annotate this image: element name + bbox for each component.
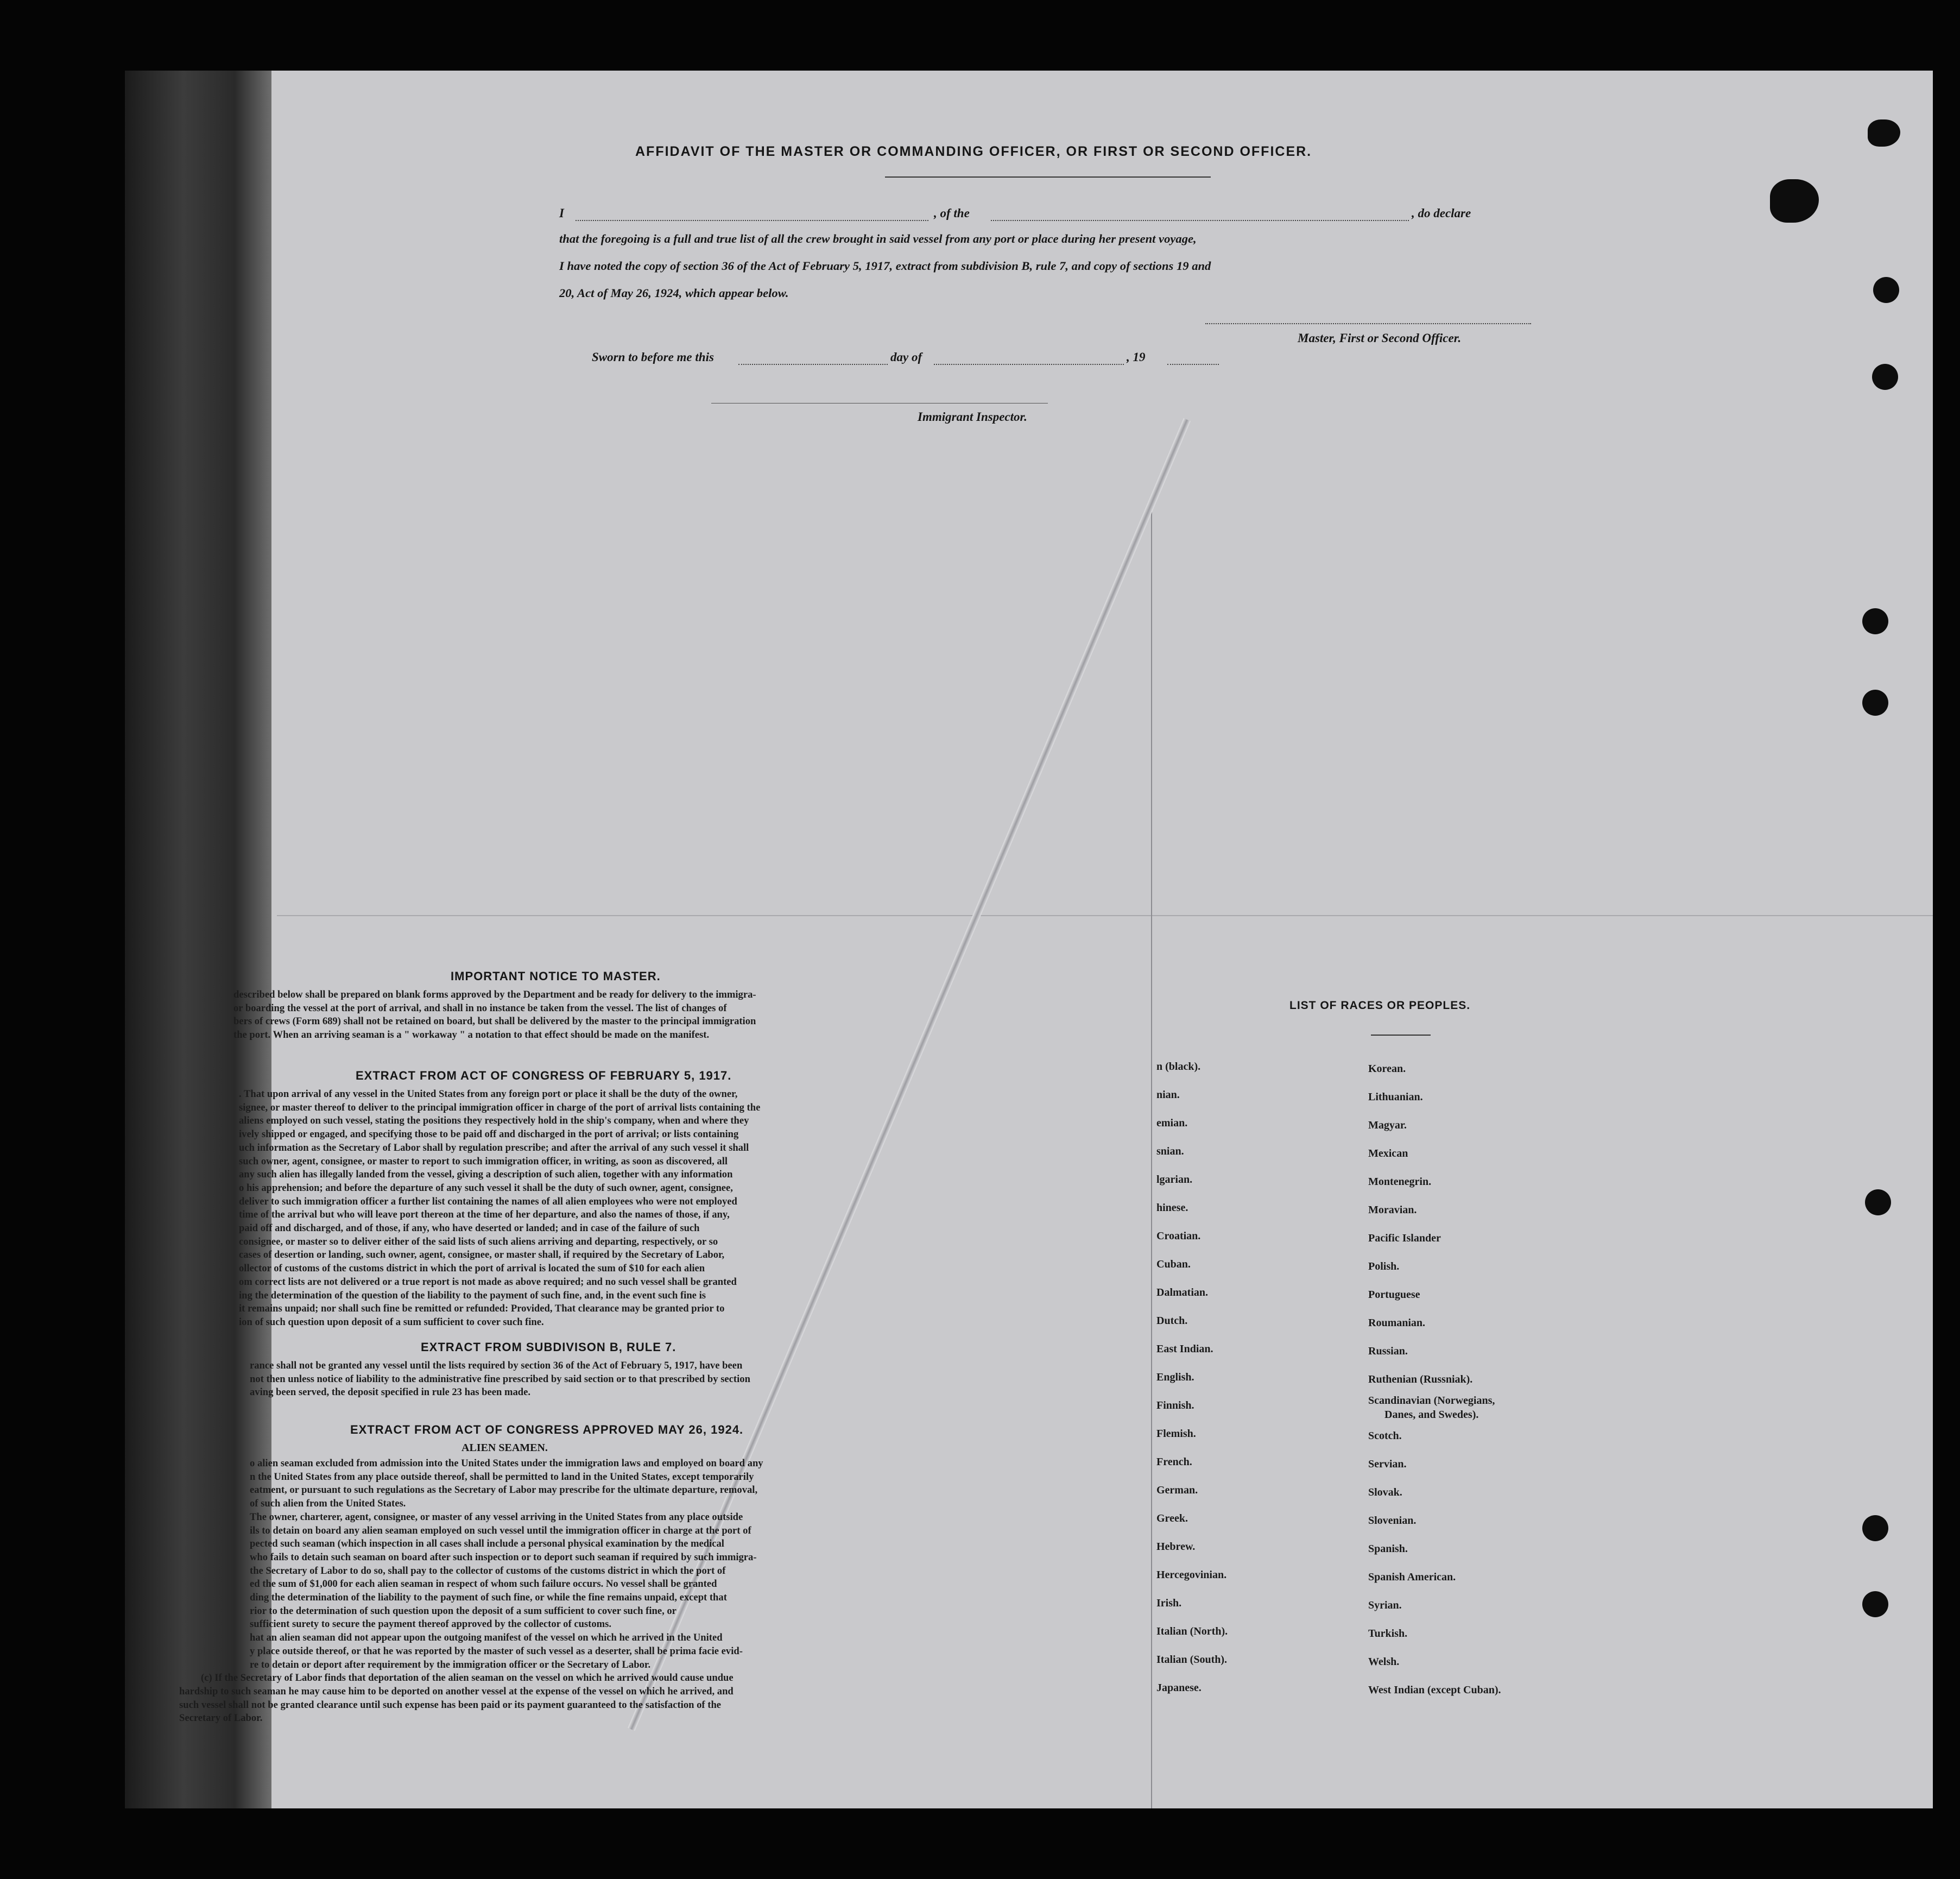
race-item: Magyar. (1368, 1119, 1407, 1131)
extract-1917-line: ing the determination of the question of the liability to the payment of such fine, and, in the event such fine is (239, 1289, 706, 1301)
extract-1917-line: o his apprehension; and before the departure of any such vessel it shall be the duty of such owner, agent, consignee, (239, 1182, 733, 1194)
punch-hole (1862, 1515, 1888, 1541)
extract-1917-line: ion of such question upon deposit of a sum sufficient to cover such fine. (239, 1316, 544, 1328)
title-underline (885, 176, 1211, 178)
race-item: Dutch. (1156, 1315, 1188, 1327)
races-left-column (1156, 1052, 1228, 1702)
affidavit-body-line: that the foregoing is a full and true list of all the crew brought in said vessel from any port or place during her present voyage, (559, 232, 1197, 245)
ink-blot (1770, 179, 1819, 223)
extract-1924-line: the Secretary of Labor to do so, shall pay to the collector of customs of the customs district in which the port of (250, 1565, 726, 1577)
punch-hole (1872, 364, 1898, 390)
race-item: hinese. (1156, 1202, 1188, 1214)
rule7-line: not then unless notice of liability to the administrative fine prescribed by said section or to that prescribed by section (250, 1373, 750, 1385)
extract-1924-line: re to detain or deport after requirement by the immigration officer or the Secretary of Labor. (250, 1659, 651, 1670)
extract-1924-line: such vessel shall not be granted clearance until such expense has been paid or its payment guaranteed to the satisfaction of the (179, 1699, 722, 1711)
rule7-line: aving been served, the deposit specified in rule 23 has been made. (250, 1386, 531, 1398)
race-item: Croatian. (1156, 1230, 1201, 1242)
extract-1924-line: hardship to such seaman he may cause him to be deported on another vessel at the expense of the vessel on which he arrived, and (179, 1685, 734, 1697)
punch-hole (1865, 1189, 1891, 1215)
race-item: Ruthenian (Russniak). (1368, 1373, 1473, 1385)
extract-1917-line: such owner, agent, consignee, or master to report to such immigration officer, in writing, as soon as discovered, all (239, 1155, 728, 1167)
race-item: West Indian (except Cuban). (1368, 1684, 1501, 1696)
race-item: Italian (North). (1156, 1625, 1228, 1637)
race-item: emian. (1156, 1117, 1188, 1129)
races-title-underline (1371, 1035, 1431, 1036)
notice-line: or boarding the vessel at the port of arrival, and shall in no instance be taken from the vessel. The list of changes of (233, 1002, 727, 1014)
race-item: Lithuanian. (1368, 1091, 1423, 1103)
extract-1917-line: ollector of customs of the customs district in which the port of arrival is located the sum of $10 for each alien (239, 1263, 705, 1275)
race-item: Moravian. (1368, 1204, 1417, 1216)
race-item: Greek. (1156, 1512, 1188, 1524)
ink-blot (1868, 119, 1900, 147)
extract-1917-line: om correct lists are not delivered or a true report is not made as above required; and no such vessel shall be granted (239, 1276, 737, 1288)
race-item: Korean. (1368, 1063, 1406, 1075)
extract-1924-line: of such alien from the United States. (250, 1498, 406, 1510)
race-item: Finnish. (1156, 1399, 1194, 1411)
document-page (125, 71, 1933, 1808)
extract-1924-line: (c) If the Secretary of Labor finds that deportation of the alien seaman on the vessel on which he arrived would cause undue (201, 1672, 734, 1684)
extract-1924-title: EXTRACT FROM ACT OF CONGRESS APPROVED MAY 26, 1924. (350, 1423, 744, 1436)
race-item: German. (1156, 1484, 1198, 1496)
race-item: Russian. (1368, 1345, 1408, 1357)
notice-line: described below shall be prepared on blank forms approved by the Department and be ready for delivery to the immigra- (233, 989, 756, 1000)
extract-1924-line: sufficient surety to secure the payment thereof approved by the collector of customs. (250, 1618, 612, 1630)
race-item: East Indian. (1156, 1343, 1213, 1355)
race-item: Irish. (1156, 1597, 1182, 1609)
affidavit-body-line: 20, Act of May 26, 1924, which appear below. (559, 286, 789, 300)
race-item: Pacific Islander (1368, 1232, 1441, 1244)
rule7-line: rance shall not be granted any vessel until the lists required by section 36 of the Act of February 5, 1917, have been (250, 1360, 743, 1371)
extract-1924-text (179, 1457, 763, 1725)
declare-label: , do declare (1412, 206, 1471, 220)
race-item: Scotch. (1368, 1430, 1402, 1442)
extract-1924-line: ils to detain on board any alien seaman employed on such vessel until the immigration officer in charge at the port of (250, 1524, 751, 1536)
vessel-name-blank[interactable] (991, 220, 1409, 221)
extract-1924-line: pected such seaman (which inspection in all cases shall include a personal physical examination by the medical (250, 1538, 724, 1550)
of-the-label: , of the (934, 206, 970, 220)
race-item: snian. (1156, 1145, 1184, 1157)
race-item: Slovak. (1368, 1486, 1402, 1498)
extract-1924-line: hat an alien seaman did not appear upon the outgoing manifest of the vessel on which he arrived in the United (250, 1632, 723, 1644)
race-item: Syrian. (1368, 1599, 1402, 1611)
extract-1924-line: Secretary of Labor. (179, 1712, 263, 1724)
extract-1924-line: The owner, charterer, agent, consignee, or master of any vessel arriving in the United States from any place outside (250, 1511, 743, 1523)
race-item: Welsh. (1368, 1656, 1400, 1668)
race-item: lgarian. (1156, 1174, 1193, 1186)
year-label: , 19 (1127, 350, 1146, 364)
affidavit-body-line: I have noted the copy of section 36 of the Act of February 5, 1917, extract from subdivision B, rule 7, and copy of sections 19 and (559, 259, 1211, 273)
inspector-caption: Immigrant Inspector. (918, 410, 1027, 424)
extract-1917-line: it remains unpaid; nor shall such fine be remitted or refunded: Provided, That clearance may be granted prior to (239, 1303, 725, 1315)
race-item: Portuguese (1368, 1289, 1420, 1301)
extract-1924-line: eatment, or pursuant to such regulations as the Secretary of Labor may prescribe for the ultimate departure, removal, (250, 1484, 758, 1496)
extract-1917-line: any such alien has illegally landed from the vessel, giving a description of such alien, together with any information (239, 1169, 733, 1181)
declarant-name-blank[interactable] (576, 220, 928, 221)
extract-1917-line: signee, or master thereof to deliver to the principal immigration officer in charge of the port of arrival lists containing the (239, 1101, 761, 1113)
race-item: French. (1156, 1456, 1192, 1468)
extract-1917-line: cases of desertion or landing, such owner, agent, consignee, or master shall, if required by the Secretary of Labor, (239, 1249, 725, 1261)
race-item: Danes, and Swedes). (1384, 1409, 1479, 1421)
extract-1924-line: who fails to detain such seaman on board after such inspection or to deport such seaman if required by such immigra- (250, 1551, 757, 1563)
notice-title: IMPORTANT NOTICE TO MASTER. (451, 969, 661, 983)
race-item: Spanish. (1368, 1543, 1408, 1555)
punch-hole (1862, 1591, 1888, 1617)
extract-1917-line: . That upon arrival of any vessel in the United States from any foreign port or place it shall be the duty of the owner, (239, 1088, 738, 1100)
race-item: Hebrew. (1156, 1541, 1196, 1553)
extract-1917-line: paid off and discharged, and of those, if any, who have deserted or landed; and in case of the failure of such (239, 1222, 700, 1234)
notice-line: the port. When an arriving seaman is a " workaway " a notation to that effect should be made on the manifest. (233, 1029, 710, 1041)
punch-hole (1873, 277, 1899, 303)
extract-1917-text (239, 1088, 760, 1329)
declarant-label: I (559, 206, 564, 220)
sworn-year-blank[interactable] (1167, 364, 1219, 365)
day-of-label: day of (890, 350, 922, 364)
races-title: LIST OF RACES OR PEOPLES. (1289, 999, 1471, 1012)
extract-1924-line: rior to the determination of such question upon the deposit of a sum sufficient to cover such fine, or (250, 1605, 676, 1617)
horizontal-fold (277, 915, 1933, 916)
sworn-date-blank[interactable] (738, 364, 888, 365)
race-item: Montenegrin. (1368, 1176, 1432, 1188)
extract-1917-line: consignee, or master so to deliver either of the said lists of such aliens arriving and departing, respectively, or so (239, 1235, 718, 1247)
race-item: Mexican (1368, 1147, 1408, 1159)
vertical-fold (1151, 505, 1152, 1808)
race-item: Hercegovinian. (1156, 1569, 1227, 1581)
notice-text (233, 988, 756, 1042)
sworn-month-blank[interactable] (934, 364, 1124, 365)
race-item: Cuban. (1156, 1258, 1191, 1270)
extract-1924-line: ding the determination of the liability to the payment of such fine, or while the fine remains unpaid, except that (250, 1592, 727, 1604)
extract-1917-line: deliver to such immigration officer a further list containing the names of all alien employees who were not employed (239, 1195, 737, 1207)
race-item: Turkish. (1368, 1628, 1408, 1640)
rule7-title: EXTRACT FROM SUBDIVISON B, RULE 7. (421, 1340, 676, 1354)
extract-1917-line: ively shipped or engaged, and specifying those to be paid off and discharged in the port of arrival; or lists containing (239, 1128, 739, 1140)
races-right-column (1368, 1055, 1501, 1704)
race-item: Japanese. (1156, 1682, 1202, 1694)
punch-hole (1862, 690, 1888, 716)
race-item: Polish. (1368, 1260, 1400, 1272)
rule7-text (250, 1359, 750, 1399)
extract-1924-line: n the United States from any place outside thereof, shall be permitted to land in the United States, except temporarily (250, 1471, 754, 1483)
extract-1917-line: aliens employed on such vessel, stating the positions they respectively hold in the ship's company, when and where they (239, 1115, 749, 1127)
notice-line: bers of crews (Form 689) shall not be retained on board, but shall be delivered by the master to the principal immigration (233, 1016, 756, 1027)
extract-1917-title: EXTRACT FROM ACT OF CONGRESS OF FEBRUARY 5, 1917. (356, 1069, 732, 1082)
race-item: Italian (South). (1156, 1654, 1228, 1666)
extract-1924-line: y place outside thereof, or that he was reported by the master of such vessel as a deserter, shall be prima facie evid- (250, 1645, 743, 1657)
race-item: nian. (1156, 1089, 1180, 1101)
race-item: Scandinavian (Norwegians, (1368, 1395, 1495, 1407)
extract-1917-line: uch information as the Secretary of Labor shall by regulation prescribe; and after the arrival of any such vessel it shall (239, 1142, 749, 1153)
race-item: Spanish American. (1368, 1571, 1456, 1583)
race-item: Flemish. (1156, 1428, 1196, 1440)
race-item: Dalmatian. (1156, 1287, 1208, 1298)
race-item: Slovenian. (1368, 1515, 1417, 1527)
race-item: Servian. (1368, 1458, 1407, 1470)
sworn-label: Sworn to before me this (592, 350, 714, 364)
race-item: Roumanian. (1368, 1317, 1426, 1329)
race-item: n (black). (1156, 1061, 1201, 1073)
extract-1924-line: ed the sum of $1,000 for each alien seaman in respect of whom such failure occurs. No vessel shall be granted (250, 1578, 717, 1590)
extract-1917-line: time of the arrival but who will leave port thereon at the time of her departure, and also the names of those, if any, (239, 1209, 730, 1221)
extract-1924-line: o alien seaman excluded from admission into the United States under the immigration laws and employed on board any (250, 1458, 763, 1469)
race-item: English. (1156, 1371, 1194, 1383)
punch-hole (1862, 608, 1888, 634)
affidavit-title: AFFIDAVIT OF THE MASTER OR COMMANDING OFFICER, OR FIRST OR SECOND OFFICER. (635, 144, 1312, 159)
alien-seamen-heading: ALIEN SEAMEN. (461, 1442, 548, 1454)
signature-blank[interactable] (1205, 323, 1531, 324)
signature-caption: Master, First or Second Officer. (1298, 331, 1462, 345)
